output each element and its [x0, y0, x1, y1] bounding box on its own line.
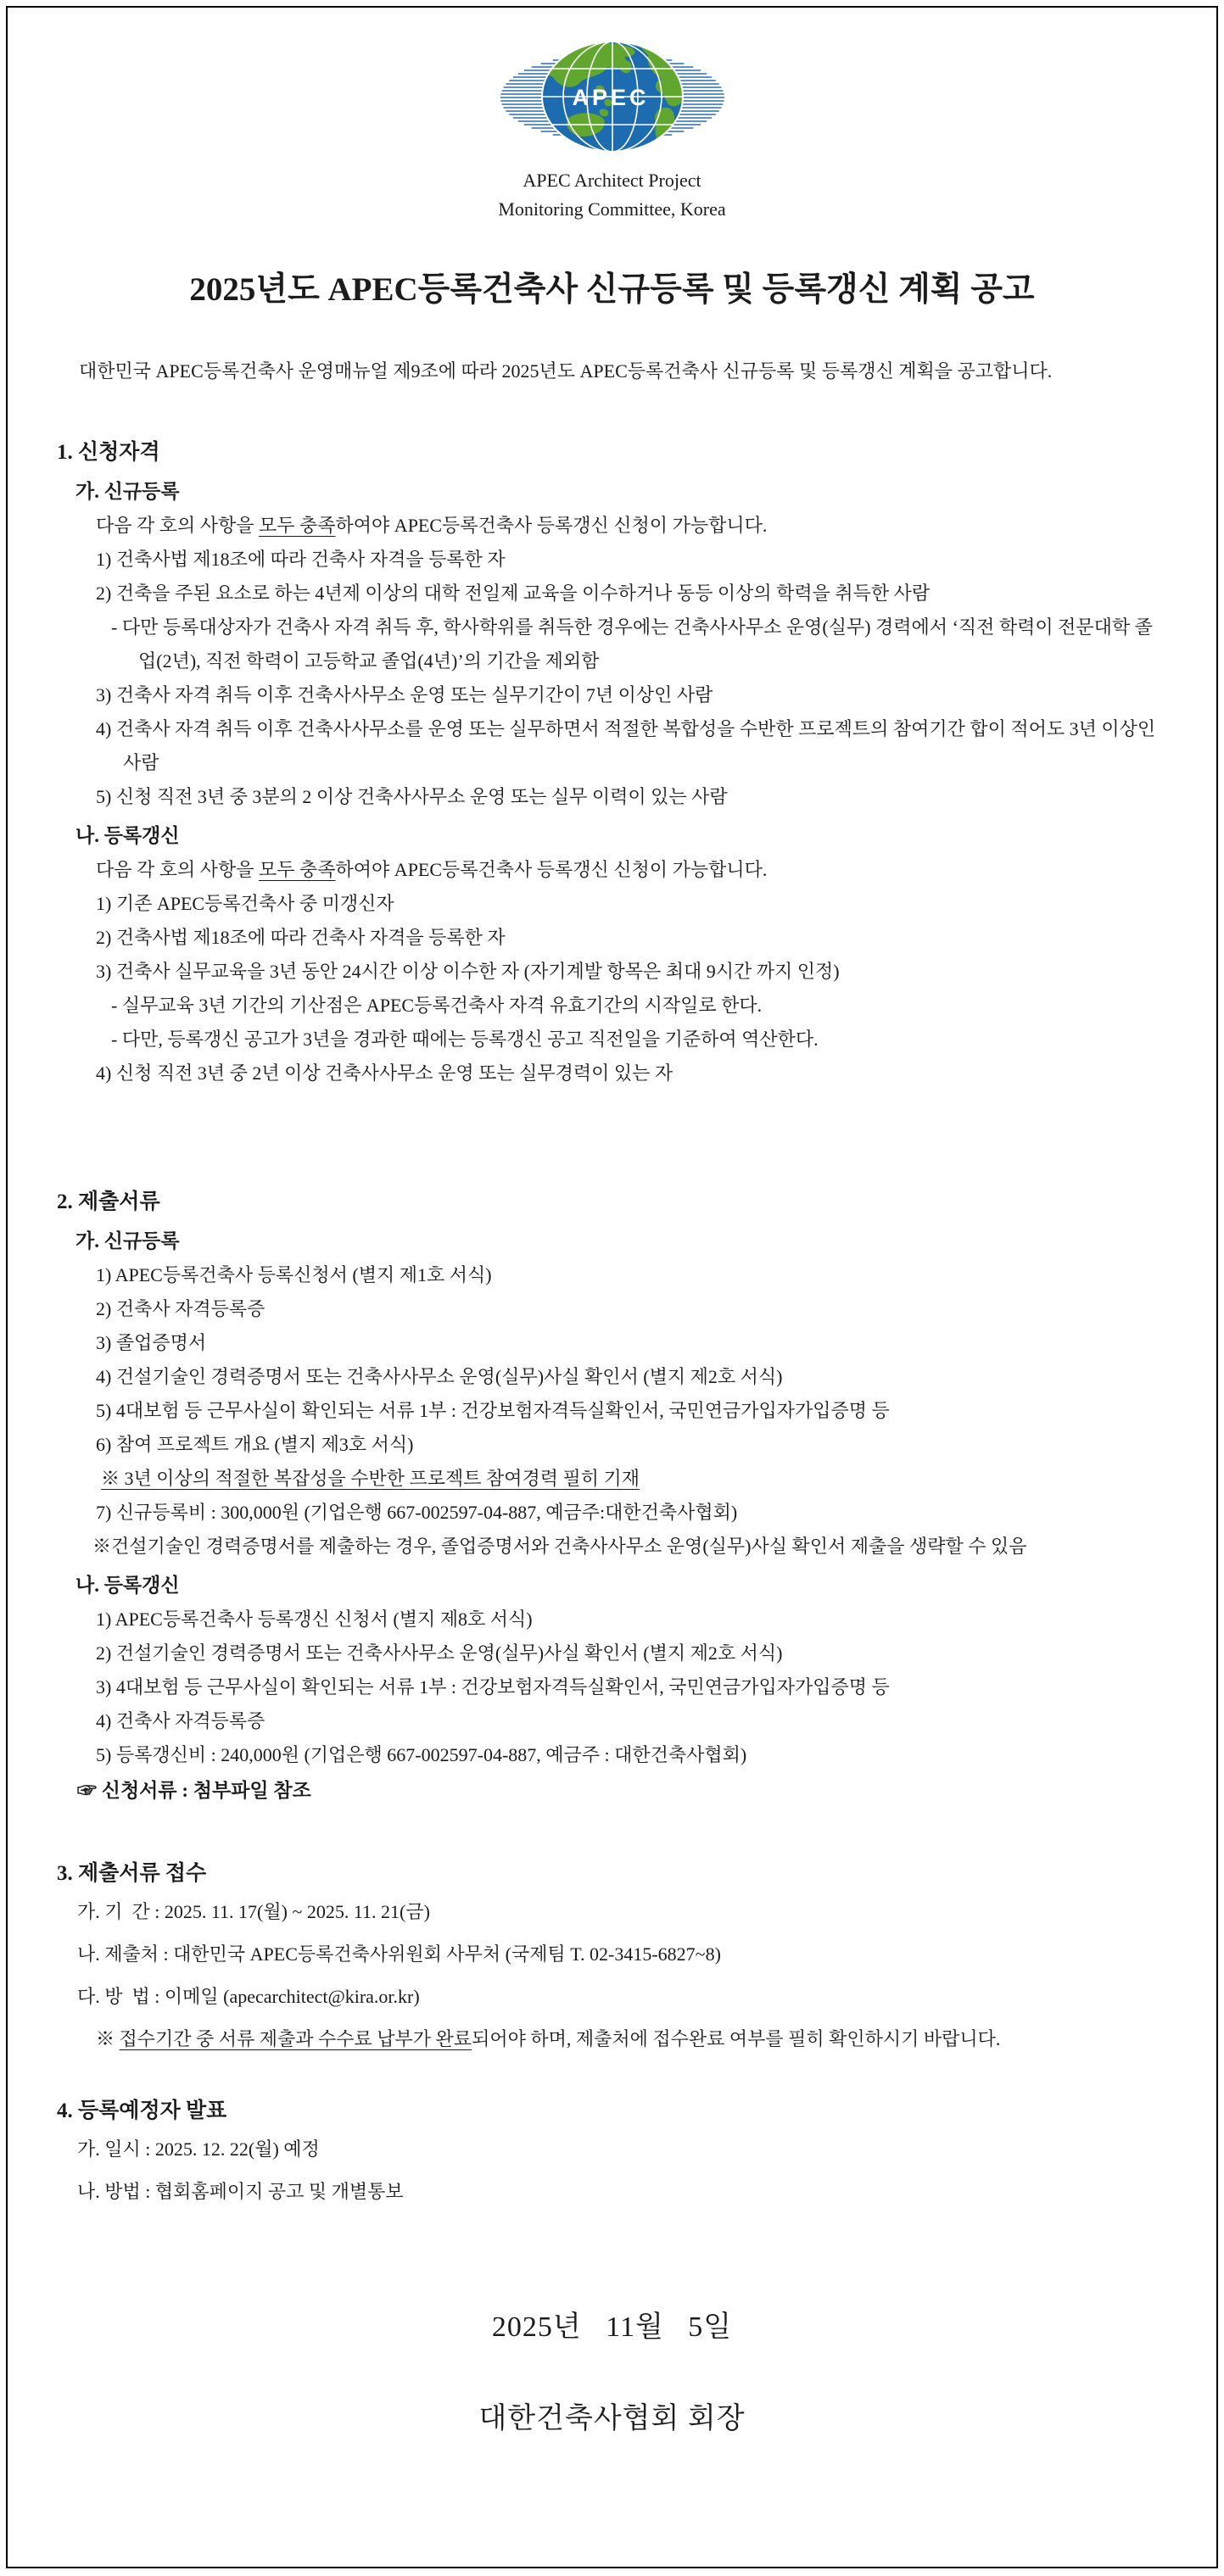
emphasis-note [96, 2018, 1167, 2060]
section1-heading: 1. 신청자격 [57, 441, 160, 464]
text-run: 하여야 APEC등록건축사 등록갱신 신청이 가능합니다. [335, 515, 768, 536]
list-item: 4) 건설기술인 경력증명서 또는 건축사사무소 운영(실무)사실 확인서 (별지 제2호 서식) [96, 1366, 783, 1387]
signer: 대한건축사협회 회장 [478, 2403, 746, 2434]
list-item: 3) 4대보험 등 근무사실이 확인되는 서류 1부 : 건강보험자격득실확인서, 국민연금가입자가입증명 등 [96, 1676, 890, 1698]
list-item: 2) 건축을 주된 요소로 하는 4년제 이상의 대학 전일제 교육을 이수하거나 동등 이상의 학력을 취득한 사람 [96, 583, 931, 604]
list-item: 3) 졸업증명서 [96, 1332, 207, 1353]
text-run: 다음 각 호의 사항을 [96, 515, 260, 536]
list-subitem: - 실무교육 3년 기간의 기산점은 APEC등록건축사 자격 유효기간의 시작일로 한다. [111, 995, 763, 1016]
list-item: 6) 참여 프로젝트 개요 (별지 제3호 서식) [96, 1434, 414, 1455]
text-run: ※ [96, 2028, 120, 2049]
section1a-heading: 가. 신규등록 [75, 481, 180, 502]
list-item: 2) 건축사 자격등록증 [96, 1298, 265, 1319]
list-item: 5) 신청 직전 3년 중 3분의 2 이상 건축사사무소 운영 또는 실무 이력이 있는 사람 [96, 786, 728, 807]
section2b-heading: 나. 등록갱신 [75, 1575, 180, 1596]
section2a-heading: 가. 신규등록 [75, 1230, 180, 1252]
list-item: 5) 4대보험 등 근무사실이 확인되는 서류 1부 : 건강보험자격득실확인서, 국민연금가입자가입증명 등 [96, 1400, 890, 1421]
list-item: 1) APEC등록건축사 등록갱신 신청서 (별지 제8호 서식) [96, 1609, 533, 1630]
section1b-intro [96, 853, 1167, 887]
list-item: 가. 기 간 : 2025. 11. 17(월) ~ 2025. 11. 21(금) [77, 1901, 430, 1922]
list-item: 다. 방 법 : 이메일 (apecarchitect@kira.or.kr) [77, 1986, 420, 2007]
list-item: 7) 신규등록비 : 300,000원 (기업은행 667-002597-04-887, 예금주:대한건축사협회) [96, 1502, 738, 1523]
section1a-intro [96, 509, 1167, 543]
text-run: 되어야 하며, 제출처에 접수완료 여부를 필히 확인하시기 바랍니다. [472, 2028, 1001, 2049]
list-item: 4) 건축사 자격등록증 [96, 1710, 265, 1731]
list-item: 1) 건축사법 제18조에 따라 건축사 자격을 등록한 자 [96, 549, 506, 570]
list-item: 5) 등록갱신비 : 240,000원 (기업은행 667-002597-04-887, 예금주 : 대한건축사협회) [96, 1744, 747, 1765]
section2-heading: 2. 제출서류 [57, 1190, 160, 1213]
underlined-text: 모두 충족 [259, 859, 336, 880]
list-item: 1) 기존 APEC등록건축사 중 미갱신자 [96, 893, 394, 914]
section-documents [57, 1185, 1167, 1809]
attachment-pointer: ☞ 신청서류 : 첨부파일 참조 [77, 1780, 311, 1801]
list-item: 가. 일시 : 2025. 12. 22(월) 예정 [77, 2138, 320, 2160]
section-announcement [57, 2094, 1167, 2213]
list-item: 3) 건축사 자격 취득 이후 건축사사무소 운영 또는 실무기간이 7년 이상인 사람 [96, 684, 713, 705]
document-page [6, 6, 1218, 2568]
apec-globe-icon [497, 36, 728, 157]
list-subitem: - 다만 등록대상자가 건축사 자격 취득 후, 학사학위를 취득한 경우에는 건축사사무소 운영(실무) 경력에서 ‘직전 학력이 전문대학 졸업(2년), 직전 학력이 고등학교 졸업(4년)’의 기간을 제외함 [111, 616, 1153, 672]
footnote: ※건설기술인 경력증명서를 제출하는 경우, 졸업증명서와 건축사사무소 운영(실무)사실 확인서 제출을 생략할 수 있음 [92, 1536, 1027, 1557]
underlined-text: ※ 3년 이상의 적절한 복잡성을 수반한 프로젝트 참여경력 필히 기재 [101, 1468, 640, 1489]
text-run: 하여야 APEC등록건축사 등록갱신 신청이 가능합니다. [335, 859, 768, 880]
apec-logo [497, 36, 728, 161]
list-item: 나. 방법 : 협회홈페이지 공고 및 개별통보 [77, 2181, 404, 2202]
emphasis-note [101, 1462, 1167, 1496]
list-item: 4) 신청 직전 3년 중 2년 이상 건축사사무소 운영 또는 실무경력이 있는 자 [96, 1062, 673, 1084]
intro-paragraph: 대한민국 APEC등록건축사 운영매뉴얼 제9조에 따라 2025년도 APEC등록건축사 신규등록 및 등록갱신 계획을 공고합니다. [79, 360, 1053, 382]
apec-logo-text: APEC [571, 85, 650, 110]
list-item: 3) 건축사 실무교육을 3년 동안 24시간 이상 이수한 자 (자기계발 항목은 최대 9시간 까지 인정) [96, 961, 840, 982]
section3-heading: 3. 제출서류 접수 [57, 1862, 207, 1885]
list-item: 2) 건설기술인 경력증명서 또는 건축사사무소 운영(실무)사실 확인서 (별지 제2호 서식) [96, 1642, 783, 1664]
list-subitem: - 다만, 등록갱신 공고가 3년을 경과한 때에는 등록갱신 공고 직전일을 기준하여 역산한다. [111, 1029, 819, 1050]
org-name-line2: Monitoring Committee, Korea [498, 198, 726, 220]
section4-heading: 4. 등록예정자 발표 [57, 2099, 227, 2122]
underlined-text: 모두 충족 [259, 515, 336, 536]
page-title: 2025년도 APEC등록건축사 신규등록 및 등록갱신 계획 공고 [189, 271, 1035, 308]
list-item: 1) APEC등록건축사 등록신청서 (별지 제1호 서식) [96, 1264, 492, 1285]
section-submission [57, 1857, 1167, 2060]
announcement-date: 2025년 11월 5일 [491, 2311, 733, 2343]
list-item: 2) 건축사법 제18조에 따라 건축사 자격을 등록한 자 [96, 927, 506, 948]
org-name-line1: APEC Architect Project [523, 170, 701, 191]
list-item: 나. 제출처 : 대한민국 APEC등록건축사위원회 사무처 (국제팀 T. 02-3415-6827~8) [77, 1943, 721, 1965]
underlined-text: 접수기간 중 서류 제출과 수수료 납부가 완료 [119, 2028, 472, 2049]
list-item: 4) 건축사 자격 취득 이후 건축사사무소를 운영 또는 실무하면서 적절한 복합성을 수반한 프로젝트의 참여기간 합이 적어도 3년 이상인 사람 [96, 718, 1160, 773]
section1b-heading: 나. 등록갱신 [75, 825, 180, 846]
section-eligibility [57, 436, 1167, 1090]
text-run: 다음 각 호의 사항을 [96, 859, 260, 880]
